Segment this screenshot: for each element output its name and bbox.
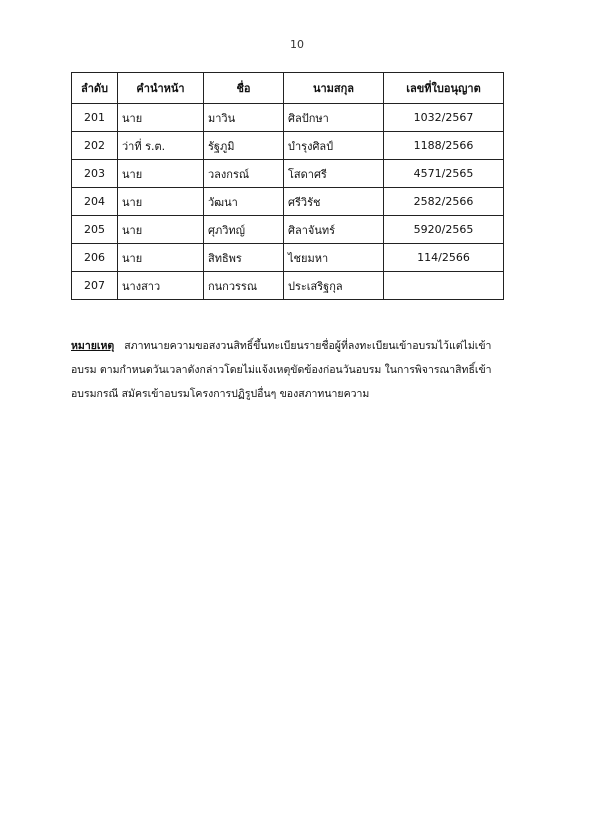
cell-surname: ไชยมหา [284,244,384,272]
cell-first-name: ศุภวิทญ์ [204,216,284,244]
cell-license-number: 114/2566 [384,244,504,272]
table-row [72,104,504,132]
cell-order: 202 [72,132,118,160]
cell-prefix: นาย [118,104,204,132]
cell-surname: ประเสริฐกุล [284,272,384,300]
cell-order: 204 [72,188,118,216]
cell-prefix: นางสาว [118,272,204,300]
cell-license-number: 5920/2565 [384,216,504,244]
cell-first-name: มาวิน [204,104,284,132]
table-header-row [72,73,504,104]
cell-first-name: สิทธิพร [204,244,284,272]
remark-label: หมายเหตุ [71,340,115,352]
cell-first-name: วัฒนา [204,188,284,216]
cell-license-number: 4571/2565 [384,160,504,188]
cell-prefix: นาย [118,244,204,272]
header-prefix: คำนำหน้า [118,73,204,104]
cell-order: 205 [72,216,118,244]
cell-order: 206 [72,244,118,272]
cell-surname: ศรีวิรัช [284,188,384,216]
header-first-name: ชื่อ [204,73,284,104]
header-surname: นามสกุล [284,73,384,104]
cell-surname: โสดาศรี [284,160,384,188]
table-row [72,272,504,300]
remark-note [71,334,531,406]
remark-line-2: อบรม ตามกำหนดวันเวลาดังกล่าวโดยไม่แจ้งเหตุขัดข้องก่อนวันอบรม ในการพิจารณาสิทธิ์เข้า [71,364,492,376]
remark-line-1 [71,334,531,358]
cell-first-name: วลงกรณ์ [204,160,284,188]
cell-order: 201 [72,104,118,132]
table-row [72,188,504,216]
cell-license-number: 1032/2567 [384,104,504,132]
cell-first-name: รัฐภูมิ [204,132,284,160]
table-row [72,160,504,188]
header-license-number: เลขที่ใบอนุญาต [384,73,504,104]
remark-line-3: อบรมกรณี สมัครเข้าอบรมโครงการปฏิรูปอื่นๆ ของสภาทนายความ [71,388,370,400]
cell-surname: บำรุงศิลป์ [284,132,384,160]
remark-text-1: สภาทนายความขอสงวนสิทธิ์ขึ้นทะเบียนรายชื่อผู้ที่ลงทะเบียนเข้าอบรมไว้แต่ไม่เข้า [124,340,492,352]
cell-license-number [384,272,504,300]
cell-order: 203 [72,160,118,188]
cell-license-number: 2582/2566 [384,188,504,216]
cell-prefix: นาย [118,188,204,216]
cell-license-number: 1188/2566 [384,132,504,160]
table-row [72,132,504,160]
cell-prefix: นาย [118,160,204,188]
cell-surname: ศิลาจันทร์ [284,216,384,244]
roster-table [71,72,504,300]
header-order: ลำดับ [72,73,118,104]
cell-surname: ศิลปักษา [284,104,384,132]
table-row [72,216,504,244]
cell-prefix: ว่าที่ ร.ต. [118,132,204,160]
page-number: 10 [290,38,304,51]
table-row [72,244,504,272]
cell-order: 207 [72,272,118,300]
cell-first-name: กนกวรรณ [204,272,284,300]
cell-prefix: นาย [118,216,204,244]
